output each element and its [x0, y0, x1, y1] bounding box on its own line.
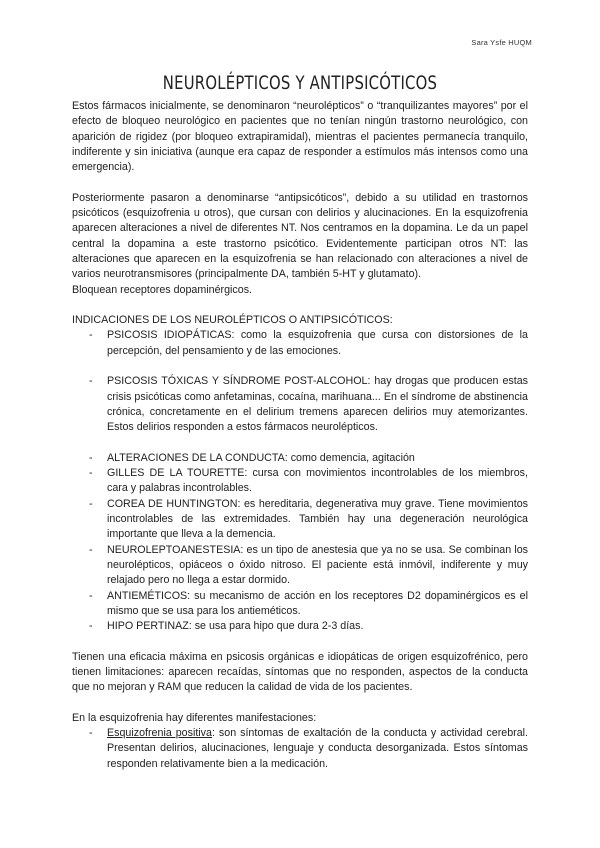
bloquean-paragraph: Bloquean receptores dopaminérgicos.: [72, 283, 253, 296]
document-body: [72, 99, 528, 772]
author-name: Sara Ysfe HUQM: [471, 38, 532, 47]
esquizofrenia-positiva-text: : son síntomas de exaltación de la conducta y actividad cerebral. Presentan delirios, alucinaciones, lenguaje y conducta desorganizada. Estos síntomas responden relativamente bien a la medicación.: [107, 727, 528, 770]
list-item-hipo-pertinaz: - HIPO PERTINAZ: se usa para hipo que dura 2-3 días.: [72, 619, 528, 634]
spacer: [72, 359, 528, 374]
eficacia-paragraph: Tienen una eficacia máxima en psicosis orgánicas e idiopáticas de origen esquizofrénico, pero tienen limitaciones: aparecen recaídas, síntomas que no responden, aspectos de la conducta que no mejoran y RAM que reducen la calidad de vida de los pacientes.: [72, 650, 528, 694]
list-item-esquizofrenia-positiva: [72, 726, 528, 772]
esquizofrenia-positiva-label: Esquizofrenia positiva: [107, 727, 212, 740]
spacer: [72, 298, 528, 313]
spacer: [72, 436, 528, 451]
list-item-neuroleptoanestesia: - NEUROLEPTOANESTESIA: es un tipo de anestesia que ya no se usa. Se combinan los neurolépticos, opiáceos o óxido nitroso. El paciente está inmóvil, indiferente y muy relajado pero no llega a estar dormido.: [72, 543, 528, 589]
page-title: NEUROLÉPTICOS Y ANTIPSICÓTICOS: [162, 72, 438, 94]
list-item-gilles-tourette: - GILLES DE LA TOURETTE: cursa con movimientos incontrolables de los miembros, cara y palabras incontrolables.: [72, 466, 528, 497]
indicaciones-list: [72, 328, 528, 359]
spacer: [72, 175, 528, 190]
intro-paragraph: Estos fármacos inicialmente, se denominaron “neurolépticos” o “tranquilizantes mayores” por el efecto de bloqueo neurológico en pacientes que no tenían ningún trastorno neurológico, con aparición de rigidez (por bloqueo extrapiramidal), mientras el pacientes permanecía tranquilo, indiferente y sin iniciativa (aunque era capaz de responder a estímulos más intensos como una emergencia).: [72, 100, 528, 174]
antipsicoticos-paragraph: Posteriormente pasaron a denominarse “antipsicóticos”, debido a su utilidad en trastornos psicóticos (esquizofrenia u otros), que cursan con delirios y alucinaciones. En la esquizofrenia aparecen alteraciones a nivel de diferentes NT. Nos centramos en la dopamina. Le da un papel central la dopamina a este trastorno psicótico. Evidentemente participan otros NT: las alteraciones que aparecen en la esquizofrenia se han relacionado con alteraciones a nivel de varios neurotransmisores (principalmente DA, también 5-HT y glutamato).: [72, 191, 528, 281]
indicaciones-heading: INDICACIONES DE LOS NEUROLÉPTICOS O ANTIPSICÓTICOS:: [72, 314, 393, 327]
list-item-alteraciones-conducta: - ALTERACIONES DE LA CONDUCTA: como demencia, agitación: [72, 451, 528, 466]
manifestaciones-list: [72, 726, 528, 772]
list-item-psicosis-idiopaticas: - PSICOSIS IDIOPÁTICAS: como la esquizofrenia que cursa con distorsiones de la percepción, del pensamiento y de las emociones.: [72, 328, 528, 359]
indicaciones-list: [72, 451, 528, 635]
spacer: [72, 634, 528, 649]
list-item-corea-huntington: - COREA DE HUNTINGTON: es hereditaria, degenerativa muy grave. Tiene movimientos incontrolables de las extremidades. También hay una degeneración neurológica importante que lleva a la demencia.: [72, 497, 528, 543]
indicaciones-list: [72, 374, 528, 435]
manifestaciones-paragraph: En la esquizofrenia hay diferentes manifestaciones:: [72, 711, 317, 724]
spacer: [72, 696, 528, 711]
list-item-psicosis-toxicas: - PSICOSIS TÓXICAS Y SÍNDROME POST-ALCOHOL: hay drogas que producen estas crisis psicóticas como anfetaminas, cocaína, marihuana... En el síndrome de abstinencia crónica, concretamente en el delirium tremens aparecen delirios muy atemorizantes. Estos delirios responden a estos fármacos neurolépticos.: [72, 374, 528, 435]
list-item-antiemeticos: - ANTIEMÉTICOS: su mecanismo de acción en los receptores D2 dopaminérgicos es el mismo que se usa para los antieméticos.: [72, 589, 528, 620]
